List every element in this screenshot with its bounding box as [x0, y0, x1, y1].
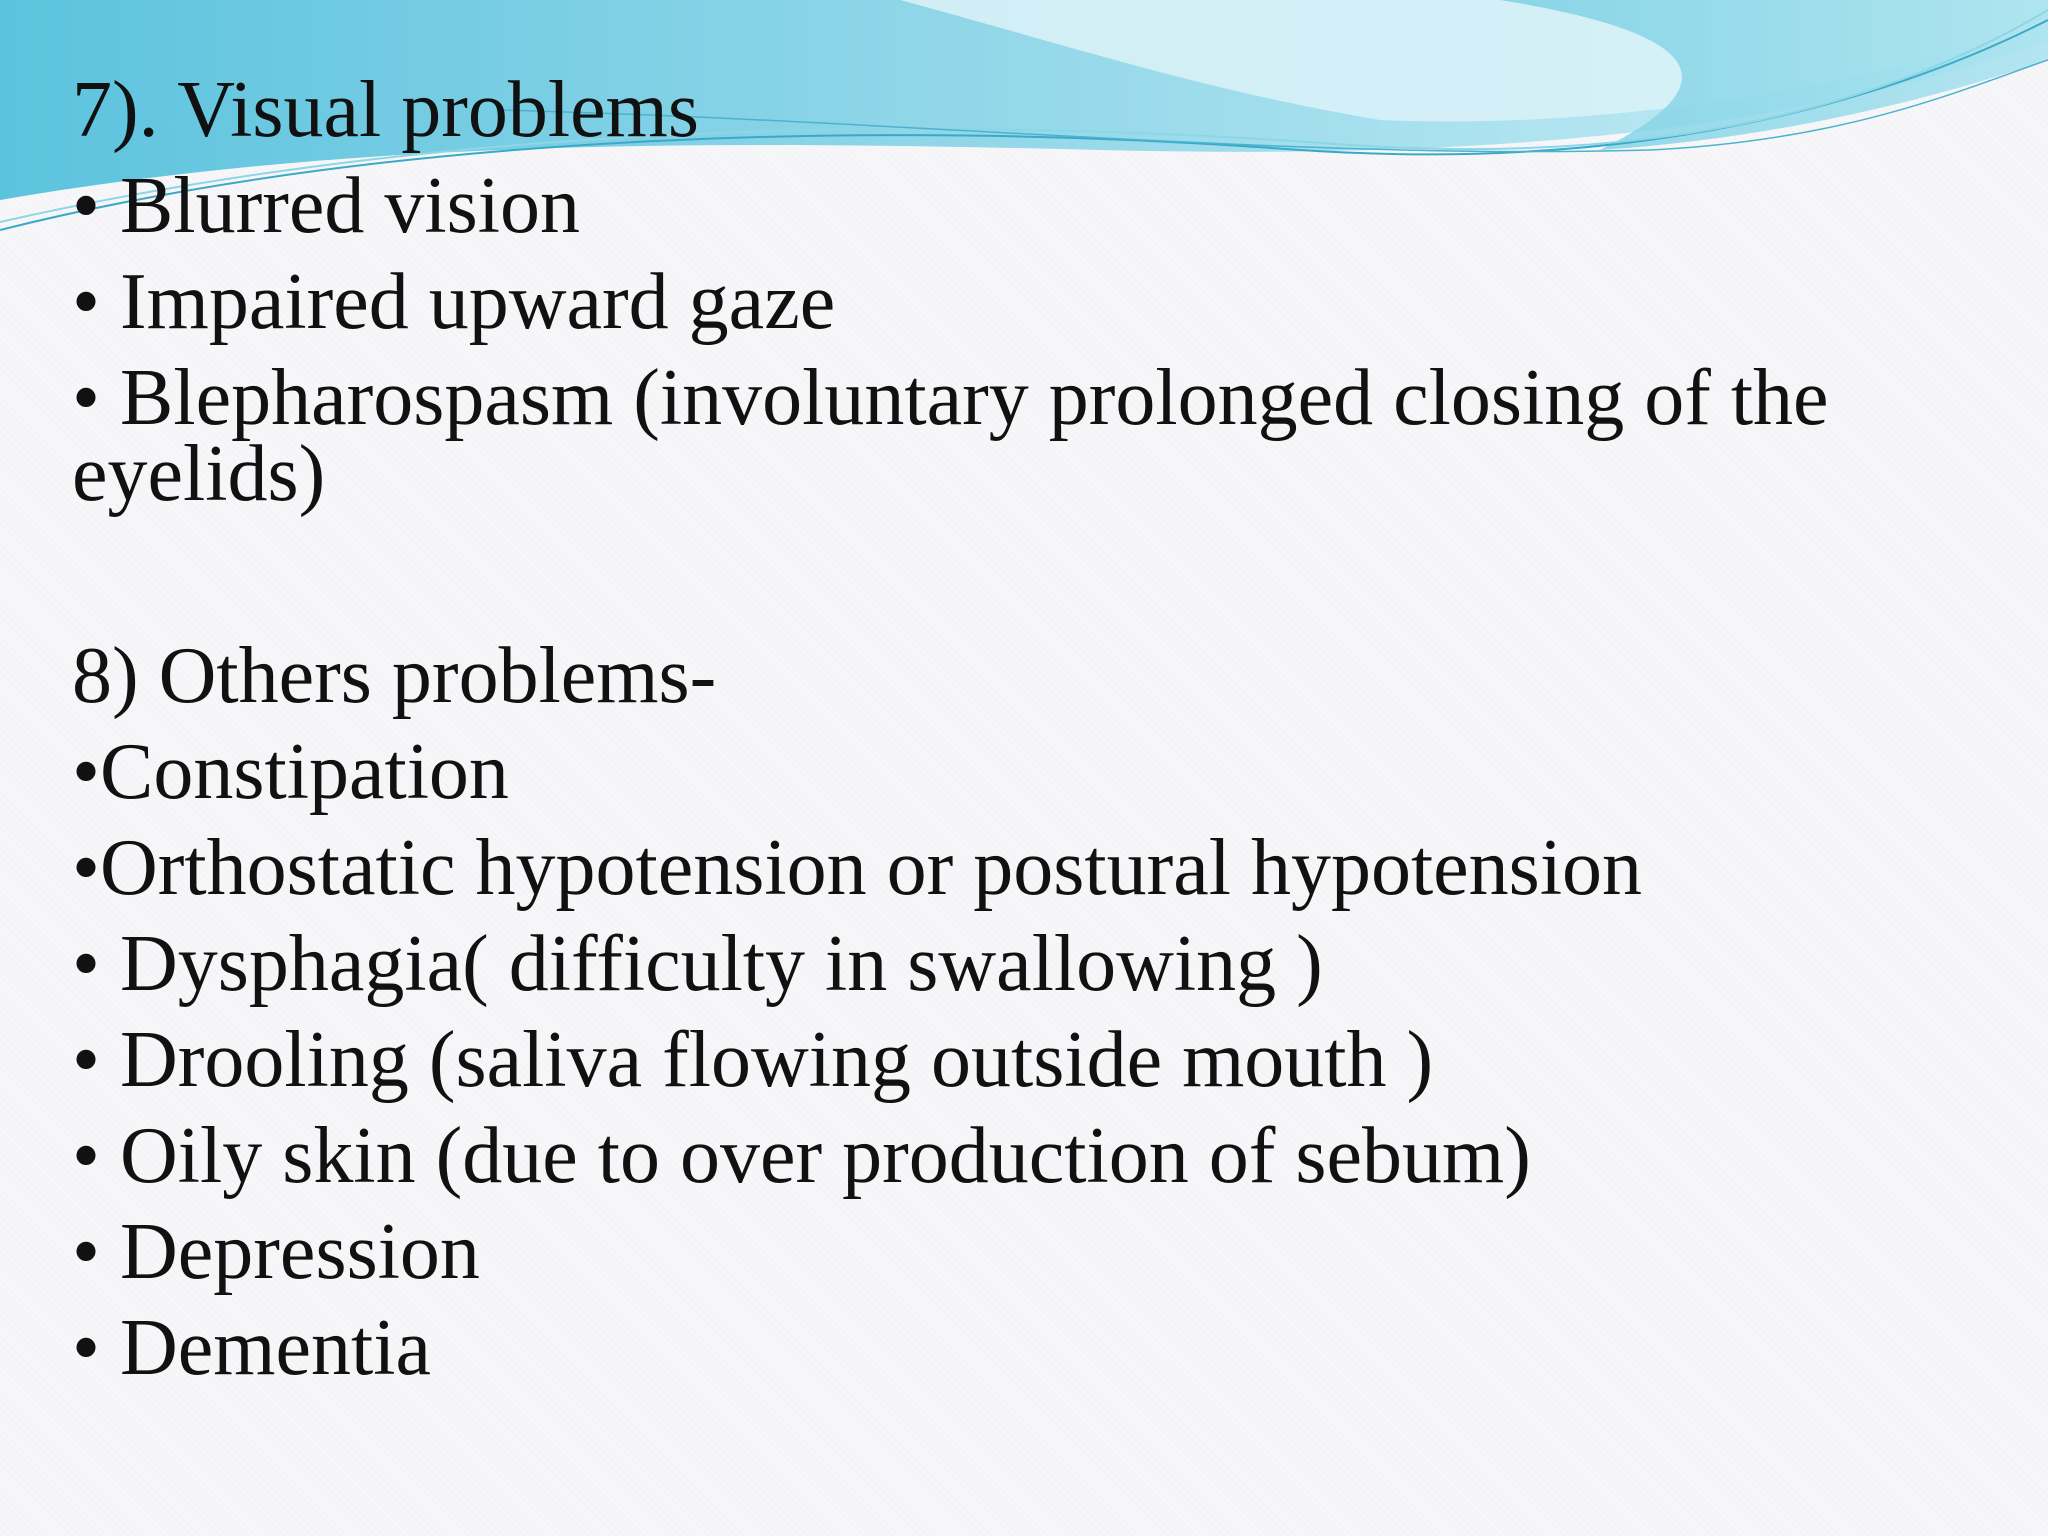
list-item: • Oily skin (due to over production of sebum): [72, 1112, 1531, 1200]
list-item: • Drooling (saliva flowing outside mouth ): [72, 1016, 1434, 1104]
list-item: •Constipation: [72, 728, 509, 816]
list-item: • Blepharospasm (involuntary prolonged closing of the eyelids): [72, 354, 1829, 518]
slide-content: [72, 62, 2012, 1396]
section-spacer: [72, 512, 2012, 628]
section-8-heading: 8) Others problems-: [72, 632, 717, 720]
list-item: •Orthostatic hypotension or postural hypotension: [72, 824, 1643, 912]
list-item: • Blurred vision: [72, 162, 580, 250]
list-item: • Dysphagia( difficulty in swallowing ): [72, 920, 1323, 1008]
list-item: • Dementia: [72, 1304, 431, 1392]
list-item: • Depression: [72, 1208, 480, 1296]
list-item: • Impaired upward gaze: [72, 258, 836, 346]
section-7-heading: 7). Visual problems: [72, 66, 699, 154]
